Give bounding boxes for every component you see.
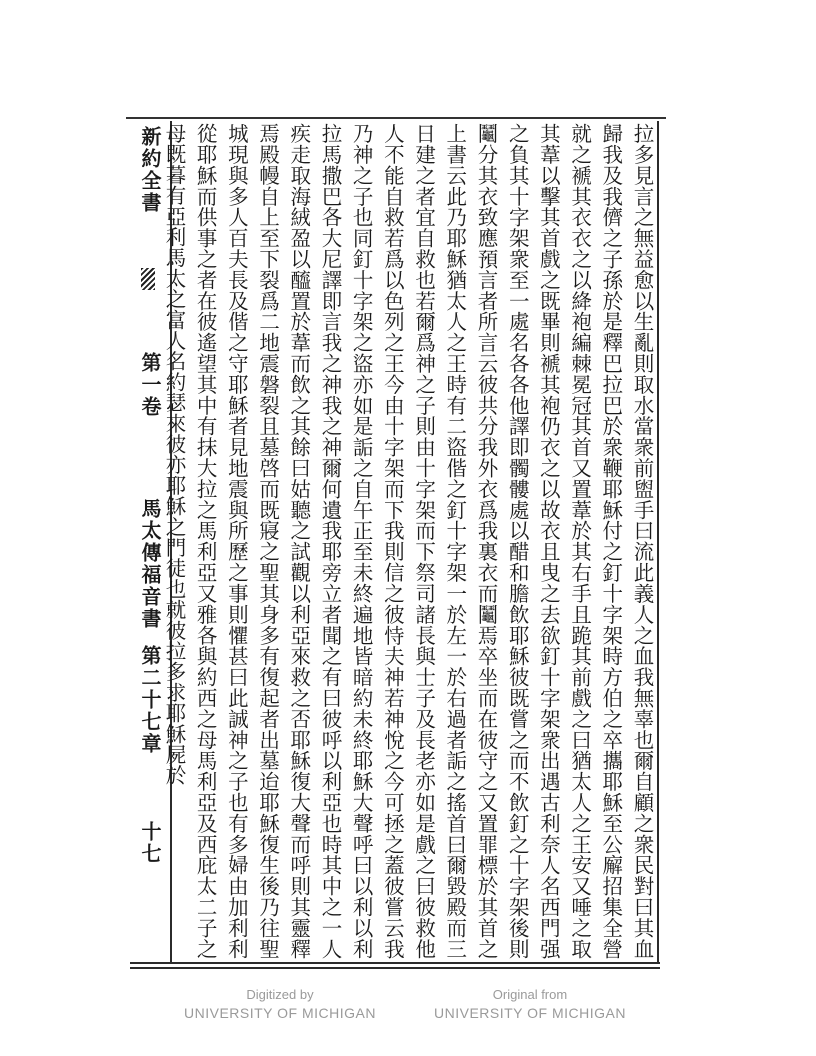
chapter-label: 第二十七章 [138, 645, 162, 755]
gospel-title: 馬太傳福音書 [138, 498, 162, 630]
digitized-by-watermark [180, 986, 380, 1022]
page-frame-bottom-rule-double [130, 967, 660, 969]
book-title: 新約全書 [138, 126, 162, 214]
original-from-institution: UNIVERSITY OF MICHIGAN [434, 1005, 626, 1021]
original-from-label: Original from [492, 987, 568, 1002]
scripture-body-text: 拉多見言之無益愈以生亂則取水當衆前盥手曰流此義人之血我無辜也爾自顧之衆民對曰其血歸我及我儕之子孫於是釋巴拉巴於衆鞭耶穌付之釘十字架時方伯之卒攜耶穌至公廨招集全營就之褫其衣衣之以絳袍編棘冕冠其首又置葦於其右手且跪其前戲之曰猶太人之王安又唾之取其葦以擊其首戲之既畢則褫其袍仍衣之以故衣且曳之去欲釘十字架衆出遇古利奈人名西門强之負其十字架衆至一處名各各他譯即髑髏處以醋和膽飲耶穌彼既嘗之而不飲釘之十字架後則鬮分其衣致應預言者所言云彼共分我外衣爲我裏衣而鬮焉卒坐而在彼守之又置罪標於其首之上書云此乃耶穌猶太人之王時有二盜偕之釘十字架一於左一於右過者詬之搖首曰爾毀殿而三日建之者宜自救也若爾爲神之子則由十字架而下祭司諸長與士子及長老亦如是戲之曰彼救他人不能自救若爲以色列之王今由十字架而下我則信之彼恃夫神若神悅之今可拯之蓋彼嘗云我乃神之子也同釘十字架之盜亦如是詬之自午正至未終遍地皆暗約未終耶穌大聲呼曰以利以利拉馬撒巴各大尼譯即言我之神我之神爾何遺我耶旁立者聞之有曰彼呼以利亞也時其中之一人疾走取海絨盈以醯置於葦而飲之其餘曰姑聽之試觀以利亞來救之否耶穌復大聲而呼則其靈釋焉殿幔自上至下裂爲二地震磐裂且墓啓而既寢之聖其身多有復起者出墓迨耶穌復生後乃往聖城現與多人百夫長及偕之守耶穌者見地震與所歷之事則懼甚曰此誠神之子也有多婦由加利利從耶穌而供事之者在彼遙望其中有抹大拉之馬利亞又雅各與約西之母馬利亞及西庇太二子之母既暮有亞利馬太之富人名約瑟來彼亦耶穌之門徒也就彼拉多求耶穌屍於 [161, 123, 654, 959]
volume-label: 第一卷 [138, 352, 162, 418]
digitized-by-institution: UNIVERSITY OF MICHIGAN [184, 1005, 376, 1021]
fishtail-ornament-icon [141, 268, 155, 290]
page-number: 十七 [138, 821, 162, 865]
page-frame-top-rule [126, 117, 666, 119]
page-frame-bottom-rule [130, 962, 660, 964]
page-frame-right-rule [657, 121, 659, 963]
original-from-watermark [430, 986, 630, 1022]
digitized-by-label: Digitized by [246, 987, 314, 1002]
